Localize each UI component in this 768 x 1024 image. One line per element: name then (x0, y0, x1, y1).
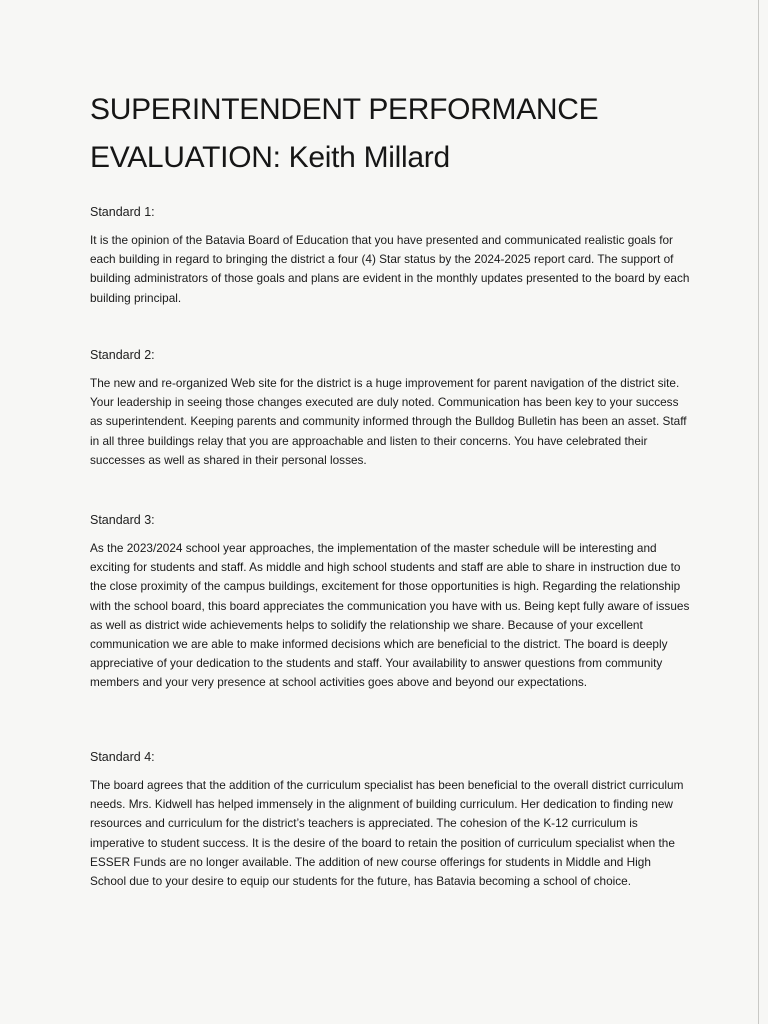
standard-4-section (90, 749, 690, 891)
standard-2-label: Standard 2: (90, 348, 155, 362)
standard-2-text: The new and re-organized Web site for the district is a huge improvement for parent navigation of the district site. Your leadership in seeing those changes executed are duly noted. Communication has been key to your success as superintendent. Keeping parents and community informed through the Bulldog Bulletin has been an asset. Staff in all three buildings relay that you are approachable and listen to their concerns. You have celebrated their successes as well as shared in their personal losses. (90, 376, 687, 467)
standard-1-text: It is the opinion of the Batavia Board of Education that you have presented and communicated realistic goals for each building in regard to bringing the district a four (4) Star status by the 2024-2025 report card. The support of building administrators of those goals and plans are evident in the monthly updates presented to the board by each building principal. (90, 233, 690, 305)
standard-4-text: The board agrees that the addition of the curriculum specialist has been beneficial to the overall district curriculum needs. Mrs. Kidwell has helped immensely in the alignment of building curriculum. Her dedication to finding new resources and curriculum for the district’s teachers is appreciated. The cohesion of the K-12 curriculum is imperative to student success. It is the desire of the board to retain the position of curriculum specialist when the ESSER Funds are no longer available. The addition of new course offerings for students in Middle and High School due to your desire to equip our students for the future, has Batavia becoming a school of choice. (90, 778, 684, 889)
title-line-2: EVALUATION: Keith Millard (90, 141, 450, 174)
standard-3-label: Standard 3: (90, 513, 155, 527)
standard-3-text: As the 2023/2024 school year approaches, the implementation of the master schedule will be interesting and exciting for students and staff. As middle and high school students and staff are able to share in instruction due to the close proximity of the campus buildings, excitement for those opportunities is high. Regarding the relationship with the school board, this board appreciates the communication you have with us. Being kept fully aware of issues as well as district wide achievements helps to solidify the relationship we share. Because of your excellent communication we are able to make informed decisions which are beneficial to the district. The board is deeply appreciative of your dedication to the students and staff. Your availability to answer questions from community members and your very presence at school activities goes above and beyond our expectations. (90, 541, 690, 690)
standard-2-section (90, 347, 690, 470)
standard-1-label: Standard 1: (90, 205, 155, 219)
standard-1-section (90, 204, 690, 308)
title-line-1: SUPERINTENDENT PERFORMANCE (90, 93, 599, 126)
standard-4-label: Standard 4: (90, 750, 155, 764)
page-title (90, 86, 710, 182)
scan-edge-line (758, 0, 759, 1024)
standard-3-section (90, 512, 690, 693)
